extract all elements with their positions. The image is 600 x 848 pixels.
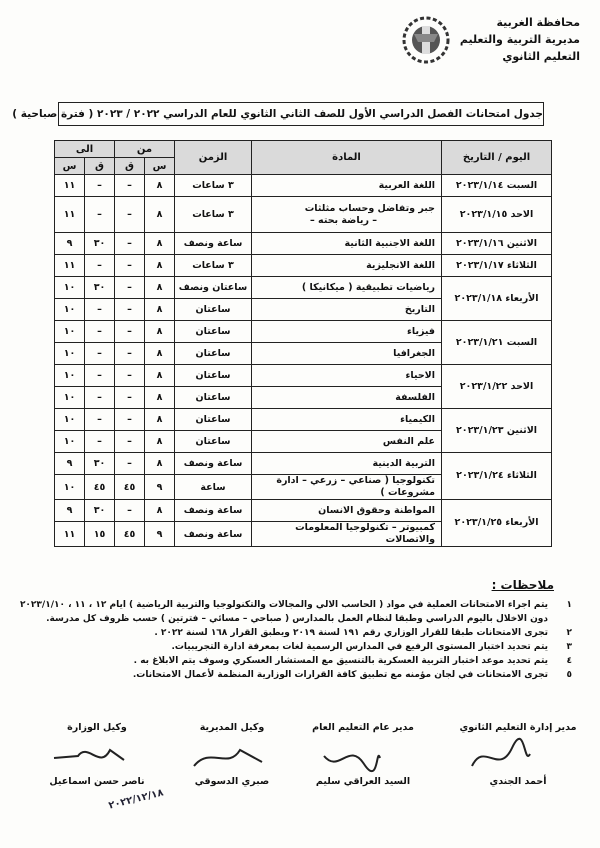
from-hour-cell: ٨ — [145, 387, 175, 409]
note-text: تجرى الامتحانات في لجان مؤمنه مع تطبيق كافة القرارات الوزارية المنظمة لأعمال الامتحانات. — [132, 670, 548, 680]
table-row — [55, 365, 552, 387]
from-hour-cell: ٨ — [145, 175, 175, 197]
to-hour-cell: ٩ — [55, 453, 85, 475]
subject-cell — [252, 453, 442, 475]
note-number: ٥ — [566, 670, 572, 680]
from-min-cell: ٤٥ — [115, 475, 145, 500]
exam-schedule-table — [54, 140, 552, 547]
subject-cell — [252, 365, 442, 387]
note-item — [16, 668, 576, 682]
subject-name: المواطنة وحقوق الانسان — [318, 504, 436, 516]
notes-list — [16, 598, 576, 682]
from-hour-cell: ٨ — [145, 500, 175, 522]
subject-name: رياضيات تطبيقية ( ميكانيكا ) — [301, 281, 436, 293]
day-date-cell: الثلاثاء ٢٠٢٣/١/٢٤ — [442, 453, 552, 500]
from-hour-cell: ٨ — [145, 255, 175, 277]
subject-name: فيزياء — [407, 325, 436, 337]
subject-cell — [252, 343, 442, 365]
note-item — [16, 626, 576, 640]
to-hour-cell: ١١ — [55, 255, 85, 277]
from-min-cell: – — [115, 233, 145, 255]
from-hour-cell: ٨ — [145, 453, 175, 475]
to-hour-cell: ١٠ — [55, 409, 85, 431]
from-hour-cell: ٨ — [145, 343, 175, 365]
handwritten-signature-icon — [188, 736, 268, 776]
to-min-cell: ٣٠ — [85, 453, 115, 475]
duration-cell: ٣ ساعات — [175, 255, 252, 277]
duration-cell: ساعتان ونصف — [175, 277, 252, 299]
note-number: ٤ — [566, 656, 572, 666]
subject-cell — [252, 321, 442, 343]
to-min-cell: – — [85, 299, 115, 321]
from-hour-cell: ٩ — [145, 522, 175, 547]
subject-cell — [252, 255, 442, 277]
subject-name: التربية الدينية — [372, 457, 436, 469]
duration-cell: ٣ ساعات — [175, 175, 252, 197]
header-department: التعليم الثانوي — [502, 50, 580, 63]
handwritten-signature-icon — [48, 736, 128, 776]
day-date-cell: الاثنين ٢٠٢٣/١/١٦ — [442, 233, 552, 255]
from-min-cell: – — [115, 409, 145, 431]
day-date-cell: الاحد ٢٠٢٣/١/٢٢ — [442, 365, 552, 409]
from-hour-cell: ٨ — [145, 365, 175, 387]
from-hour-cell: ٨ — [145, 321, 175, 343]
day-date-cell: الثلاثاء ٢٠٢٣/١/١٧ — [442, 255, 552, 277]
duration-cell: ٣ ساعات — [175, 197, 252, 233]
from-min-cell: – — [115, 175, 145, 197]
to-min-cell: ٣٠ — [85, 233, 115, 255]
subject-cell — [252, 233, 442, 255]
subject-name: الاحياء — [405, 369, 436, 381]
subject-cell — [252, 522, 442, 547]
note-number: ٣ — [566, 642, 572, 652]
subject-name: اللغة العربية — [378, 179, 436, 191]
from-hour-cell: ٩ — [145, 475, 175, 500]
duration-cell: ساعتان — [175, 365, 252, 387]
subject-name: الكيمياء — [400, 413, 436, 425]
to-min-cell: – — [85, 365, 115, 387]
table-row — [55, 197, 552, 233]
handwritten-date: ٢٠٢٢/١٢/١٨ — [107, 787, 165, 812]
signature-name: ناصر حسن اسماعيل — [49, 776, 145, 787]
table-row — [55, 277, 552, 299]
subject-cell — [252, 409, 442, 431]
notes-heading: ملاحظات : — [491, 578, 554, 592]
duration-cell: ساعة ونصف — [175, 522, 252, 547]
subject-name: اللغة الاجنبية الثانية — [344, 237, 436, 249]
note-text: يتم تحديد اختبار المستوى الرفيع في المدارس الرسمية لغات بمعرفة ادارة التجريبيات. — [171, 642, 548, 652]
table-row — [55, 500, 552, 522]
duration-cell: ساعتان — [175, 299, 252, 321]
handwritten-signature-icon — [464, 736, 534, 776]
from-min-cell: ٤٥ — [115, 522, 145, 547]
from-hour-cell: ٨ — [145, 277, 175, 299]
header-from: من — [115, 141, 175, 158]
duration-cell: ساعتان — [175, 321, 252, 343]
note-item — [16, 640, 576, 654]
subject-name: اللغة الانجليزية — [366, 259, 436, 271]
duration-cell: ساعتان — [175, 343, 252, 365]
subject-name: الفلسفة — [395, 391, 436, 403]
header-to-min: ق — [85, 158, 115, 175]
to-min-cell: ٣٠ — [85, 500, 115, 522]
from-hour-cell: ٨ — [145, 431, 175, 453]
to-hour-cell: ١٠ — [55, 365, 85, 387]
to-hour-cell: ١٠ — [55, 277, 85, 299]
from-hour-cell: ٨ — [145, 233, 175, 255]
from-min-cell: – — [115, 387, 145, 409]
day-date-cell: الاحد ٢٠٢٣/١/١٥ — [442, 197, 552, 233]
to-min-cell: – — [85, 321, 115, 343]
duration-cell: ساعة — [175, 475, 252, 500]
note-text: يتم تحديد موعد اختبار التربية العسكرية بالتنسيق مع المستشار العسكري وسوف يتم الابلاغ به . — [133, 656, 548, 666]
to-min-cell: – — [85, 343, 115, 365]
header-block — [450, 14, 580, 65]
header-from-hour: س — [145, 158, 175, 175]
from-min-cell: – — [115, 255, 145, 277]
to-hour-cell: ١١ — [55, 175, 85, 197]
handwritten-signature-icon — [314, 736, 384, 776]
to-min-cell: ١٥ — [85, 522, 115, 547]
to-min-cell: – — [85, 175, 115, 197]
from-min-cell: – — [115, 197, 145, 233]
from-min-cell: – — [115, 277, 145, 299]
subject-name: التاريخ — [404, 303, 436, 315]
note-item — [16, 654, 576, 668]
to-hour-cell: ١٠ — [55, 299, 85, 321]
signature-name: أحمد الجندي — [489, 776, 547, 787]
signature-name: السيد العراقي سليم — [315, 776, 411, 787]
duration-cell: ساعتان — [175, 387, 252, 409]
subject-cell — [252, 299, 442, 321]
signature-deputy-directorate — [182, 722, 282, 787]
table-row — [55, 233, 552, 255]
from-hour-cell: ٨ — [145, 197, 175, 233]
duration-cell: ساعتان — [175, 431, 252, 453]
header-to: الى — [55, 141, 115, 158]
to-hour-cell: ١٠ — [55, 321, 85, 343]
note-text: يتم اجراء الامتحانات العملية في مواد ( الحاسب الالي والمجالات والتكنولوجيا والتربية الرياضية ) ايام ١٢ ، ١١ ، ٢٠٢٣/١/١٠ دون الاخلال باليوم الدراسي وطبقا لنظام العمل بالمدارس ( صباحي – مسائي – فترتين ) حسب ظروف كل مدرسة. — [19, 600, 548, 624]
ministry-logo-icon — [400, 14, 452, 66]
from-hour-cell: ٨ — [145, 299, 175, 321]
signature-secondary-director — [458, 722, 578, 787]
duration-cell: ساعة ونصف — [175, 233, 252, 255]
subject-cell — [252, 277, 442, 299]
table-row — [55, 409, 552, 431]
header-governorate: محافظة الغربية — [496, 16, 580, 29]
to-min-cell: ٤٥ — [85, 475, 115, 500]
to-min-cell: – — [85, 409, 115, 431]
signature-deputy-ministry — [42, 722, 152, 787]
to-min-cell: – — [85, 255, 115, 277]
duration-cell: ساعة ونصف — [175, 500, 252, 522]
duration-cell: ساعة ونصف — [175, 453, 252, 475]
to-min-cell: – — [85, 197, 115, 233]
to-hour-cell: ١١ — [55, 522, 85, 547]
subject-note: – رياضة بحته – — [310, 214, 378, 226]
note-number: ٢ — [566, 628, 572, 638]
table-row — [55, 453, 552, 475]
signature-title: مدير عام التعليم العام — [312, 722, 414, 733]
subject-cell — [252, 431, 442, 453]
from-min-cell: – — [115, 321, 145, 343]
table-row — [55, 321, 552, 343]
subject-name: جبر وتفاضل وحساب مثلثات — [304, 202, 436, 214]
note-number: ١ — [566, 600, 572, 610]
from-min-cell: – — [115, 500, 145, 522]
from-min-cell: – — [115, 299, 145, 321]
subject-cell — [252, 197, 442, 233]
subject-name: علم النفس — [382, 435, 436, 447]
to-min-cell: ٣٠ — [85, 277, 115, 299]
subject-name: كمبيوتر – تكنولوجيا المعلومات والاتصالات — [295, 522, 436, 545]
day-date-cell: الاثنين ٢٠٢٣/١/٢٣ — [442, 409, 552, 453]
subject-cell — [252, 475, 442, 500]
signature-name: صبري الدسوقي — [194, 776, 270, 787]
header-from-min: ق — [115, 158, 145, 175]
header-day: اليوم / التاريخ — [442, 141, 552, 175]
to-hour-cell: ١٠ — [55, 475, 85, 500]
to-hour-cell: ١١ — [55, 197, 85, 233]
subject-name: الجغرافيا — [393, 347, 436, 359]
header-directorate: مديرية التربية والتعليم — [459, 33, 580, 46]
subject-cell — [252, 387, 442, 409]
from-min-cell: – — [115, 365, 145, 387]
table-row — [55, 175, 552, 197]
subject-name: تكنولوجيا ( صناعي – زرعي – ادارة مشروعات ) — [276, 475, 436, 498]
to-min-cell: – — [85, 431, 115, 453]
signature-general-director — [308, 722, 418, 787]
signature-title: وكيل المديرية — [199, 722, 265, 733]
day-date-cell: الأربعاء ٢٠٢٣/١/٢٥ — [442, 500, 552, 547]
header-duration: الزمن — [175, 141, 252, 175]
note-item — [16, 598, 576, 626]
schedule-body — [55, 175, 552, 547]
subject-cell — [252, 500, 442, 522]
subject-cell — [252, 175, 442, 197]
day-date-cell: السبت ٢٠٢٣/١/٢١ — [442, 321, 552, 365]
from-min-cell: – — [115, 343, 145, 365]
from-hour-cell: ٨ — [145, 409, 175, 431]
from-min-cell: – — [115, 431, 145, 453]
header-to-hour: س — [55, 158, 85, 175]
day-date-cell: السبت ٢٠٢٣/١/١٤ — [442, 175, 552, 197]
note-text: تجرى الامتحانات طبقا للقرار الوزاري رقم ١٩١ لسنة ٢٠١٩ ويطبق القرار ١٦٨ لسنة ٢٠٢٢ . — [154, 628, 548, 638]
to-hour-cell: ٩ — [55, 233, 85, 255]
table-row — [55, 255, 552, 277]
to-hour-cell: ٩ — [55, 500, 85, 522]
from-min-cell: – — [115, 453, 145, 475]
signature-title: وكيل الوزارة — [67, 722, 127, 733]
to-hour-cell: ١٠ — [55, 431, 85, 453]
to-min-cell: – — [85, 387, 115, 409]
document-title: جدول امتحانات الفصل الدراسي الأول للصف الثاني الثانوي للعام الدراسي ٢٠٢٢ / ٢٠٢٣ ( فترة صباحية ) — [58, 102, 544, 126]
duration-cell: ساعتان — [175, 409, 252, 431]
day-date-cell: الأربعاء ٢٠٢٣/١/١٨ — [442, 277, 552, 321]
signature-title: مدير إدارة التعليم الثانوي — [459, 722, 577, 733]
to-hour-cell: ١٠ — [55, 387, 85, 409]
header-subject: المادة — [252, 141, 442, 175]
to-hour-cell: ١٠ — [55, 343, 85, 365]
